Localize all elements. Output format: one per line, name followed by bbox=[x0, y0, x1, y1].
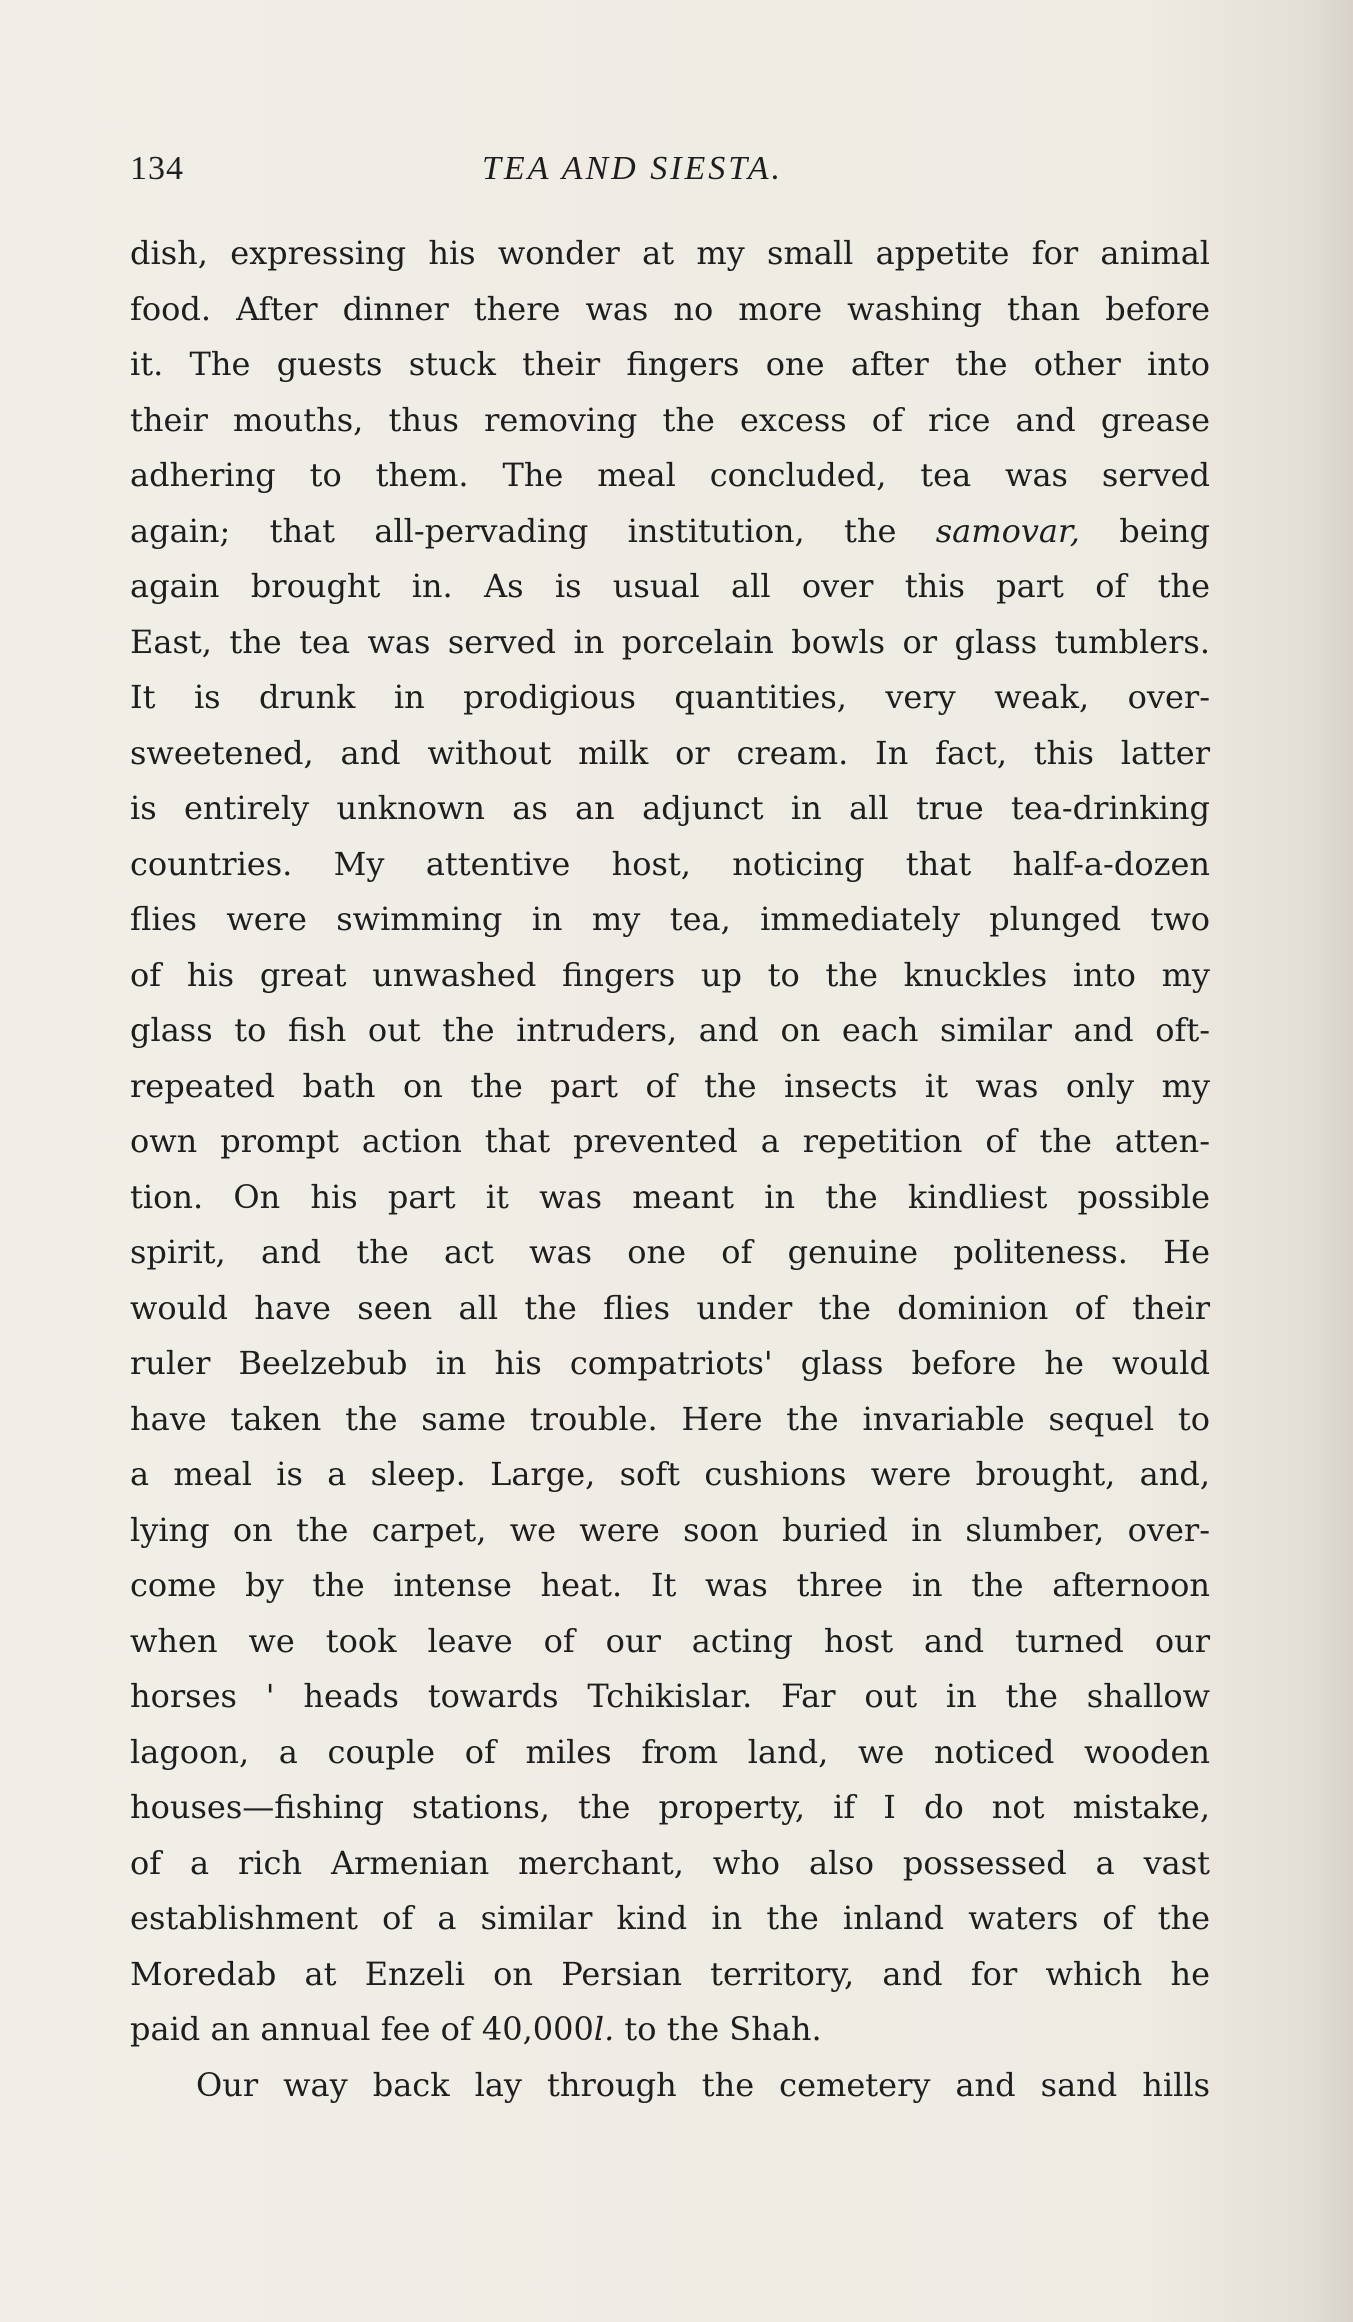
text-line: repeated bath on the part of the insects it was only my bbox=[130, 1066, 1210, 1105]
text-line: Moredab at Enzeli on Persian territory, and for which he bbox=[130, 1954, 1210, 1993]
text-line: ruler Beelzebub in his compatriots' glass before he would bbox=[130, 1344, 1210, 1382]
text-line: would have seen all the flies under the dominion of their bbox=[130, 1288, 1210, 1327]
text-run: to the Shah. bbox=[614, 2010, 822, 2048]
running-head: TEA AND SIESTA. bbox=[482, 150, 783, 187]
text-line: glass to fish out the intruders, and on each similar and oft- bbox=[130, 1011, 1210, 1049]
text-line: horses ' heads towards Tchikislar. Far out in the shallow bbox=[130, 1677, 1210, 1715]
italic-word: l. bbox=[593, 2010, 615, 2048]
body-text bbox=[130, 226, 1210, 2113]
text-line: have taken the same trouble. Here the invariable sequel to bbox=[130, 1399, 1210, 1438]
text-line: houses—fishing stations, the property, if I do not mistake, bbox=[130, 1788, 1210, 1826]
text-line bbox=[130, 504, 1210, 560]
text-line: their mouths, thus removing the excess of rice and grease bbox=[130, 400, 1210, 439]
text-line: spirit, and the act was one of genuine politeness. He bbox=[130, 1233, 1210, 1271]
text-line: countries. My attentive host, noticing that half-a-dozen bbox=[130, 844, 1210, 883]
text-line: adhering to them. The meal concluded, tea was served bbox=[130, 456, 1210, 494]
text-line: of a rich Armenian merchant, who also possessed a vast bbox=[130, 1843, 1210, 1882]
text-line: own prompt action that prevented a repetition of the atten- bbox=[130, 1122, 1210, 1160]
text-line: food. After dinner there was no more washing than before bbox=[130, 289, 1210, 328]
text-line: again brought in. As is usual all over this part of the bbox=[130, 567, 1210, 605]
text-run: again; that all-pervading institution, the bbox=[130, 511, 936, 550]
text-line bbox=[130, 2002, 1210, 2058]
text-line: flies were swimming in my tea, immediately plunged two bbox=[130, 900, 1210, 938]
text-line: come by the intense heat. It was three in the afternoon bbox=[130, 1566, 1210, 1604]
text-line: it. The guests stuck their fingers one after the other into bbox=[130, 345, 1210, 383]
text-line: is entirely unknown as an adjunct in all true tea-drinking bbox=[130, 789, 1210, 827]
text-line: lying on the carpet, we were soon buried in slumber, over- bbox=[130, 1510, 1210, 1549]
page-header bbox=[130, 150, 1210, 200]
text-line: tion. On his part it was meant in the kindliest possible bbox=[130, 1177, 1210, 1216]
text-line: Our way back lay through the cemetery and sand hills bbox=[196, 2065, 1210, 2104]
text-line: when we took leave of our acting host and turned our bbox=[130, 1621, 1210, 1660]
text-line: lagoon, a couple of miles from land, we noticed wooden bbox=[130, 1732, 1210, 1771]
text-run: being bbox=[1079, 511, 1211, 550]
text-line: East, the tea was served in porcelain bowls or glass tumblers. bbox=[130, 622, 1210, 661]
page-number: 134 bbox=[130, 150, 184, 187]
text-line: sweetened, and without milk or cream. In fact, this latter bbox=[130, 733, 1210, 772]
text-line: a meal is a sleep. Large, soft cushions were brought, and, bbox=[130, 1455, 1210, 1493]
italic-word: samovar, bbox=[935, 511, 1080, 550]
text-line: establishment of a similar kind in the inland waters of the bbox=[130, 1899, 1210, 1937]
text-line: dish, expressing his wonder at my small appetite for animal bbox=[130, 234, 1210, 272]
text-line: of his great unwashed fingers up to the knuckles into my bbox=[130, 955, 1210, 994]
text-run: paid an annual fee of 40,000 bbox=[130, 2010, 594, 2048]
text-line: It is drunk in prodigious quantities, very weak, over- bbox=[130, 678, 1210, 716]
